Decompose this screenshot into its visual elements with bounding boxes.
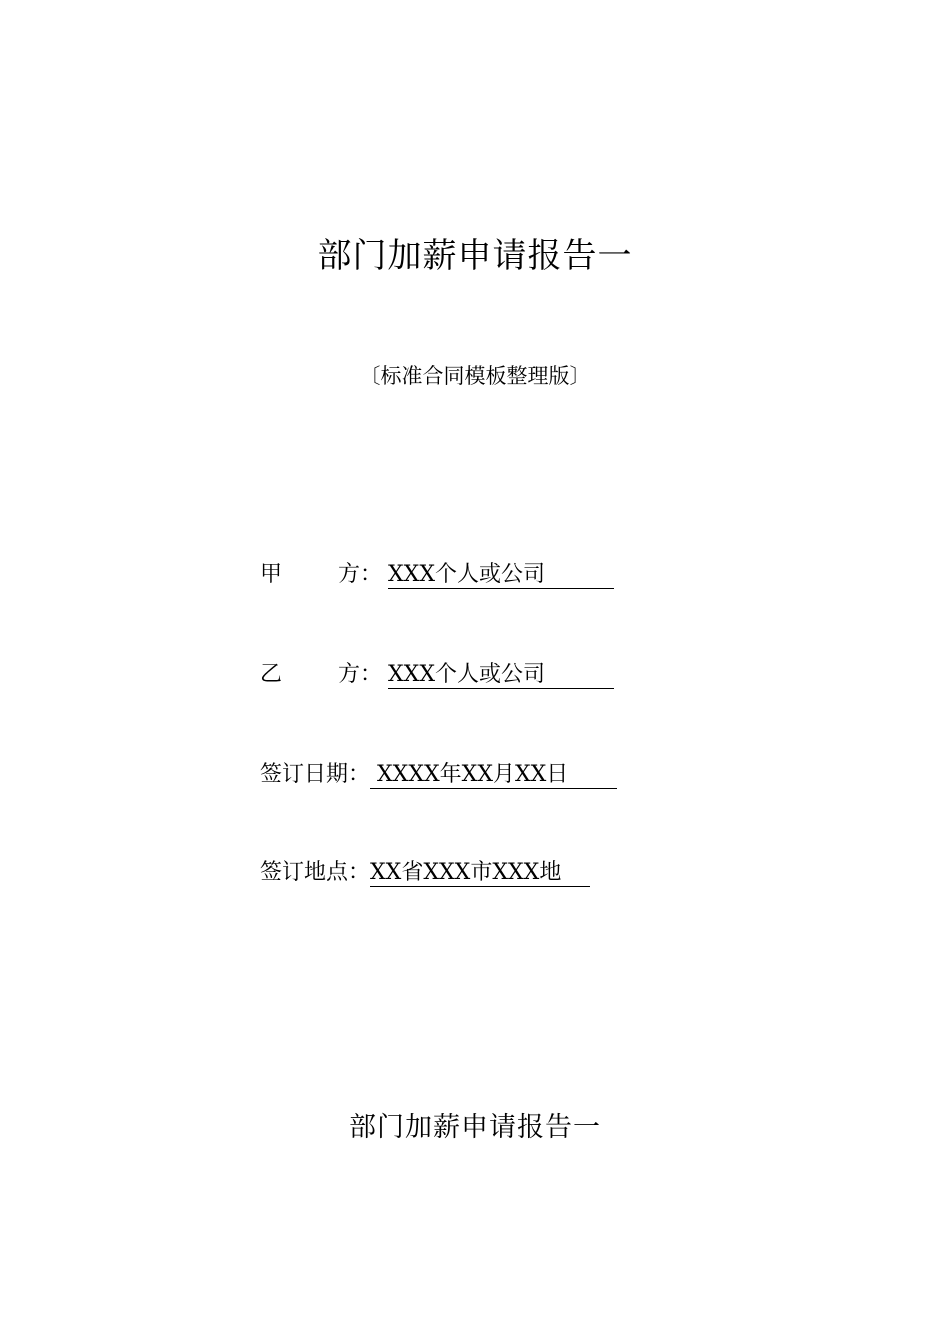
sign-date-label: 签订日期： [260,762,371,787]
party-b-value: XXX个人或公司 [388,662,614,689]
sign-date-value: XXXX年XX月XX日 [370,762,617,789]
sign-date-field [260,760,617,790]
document-subtitle: 〔标准合同模板整理版〕 [359,364,591,388]
party-b-field [260,660,614,690]
section-heading: 部门加薪申请报告一 [349,1112,601,1143]
sign-place-field [260,858,590,888]
sign-place-label: 签订地点： [260,860,371,885]
document-title: 部门加薪申请报告一 [317,236,633,276]
party-b-label: 乙 方： [260,662,383,687]
party-a-label: 甲 方： [260,562,383,587]
sign-place-value: XX省XXX市XXX地 [370,860,590,887]
party-a-field [260,560,614,590]
party-a-value: XXX个人或公司 [388,562,614,589]
